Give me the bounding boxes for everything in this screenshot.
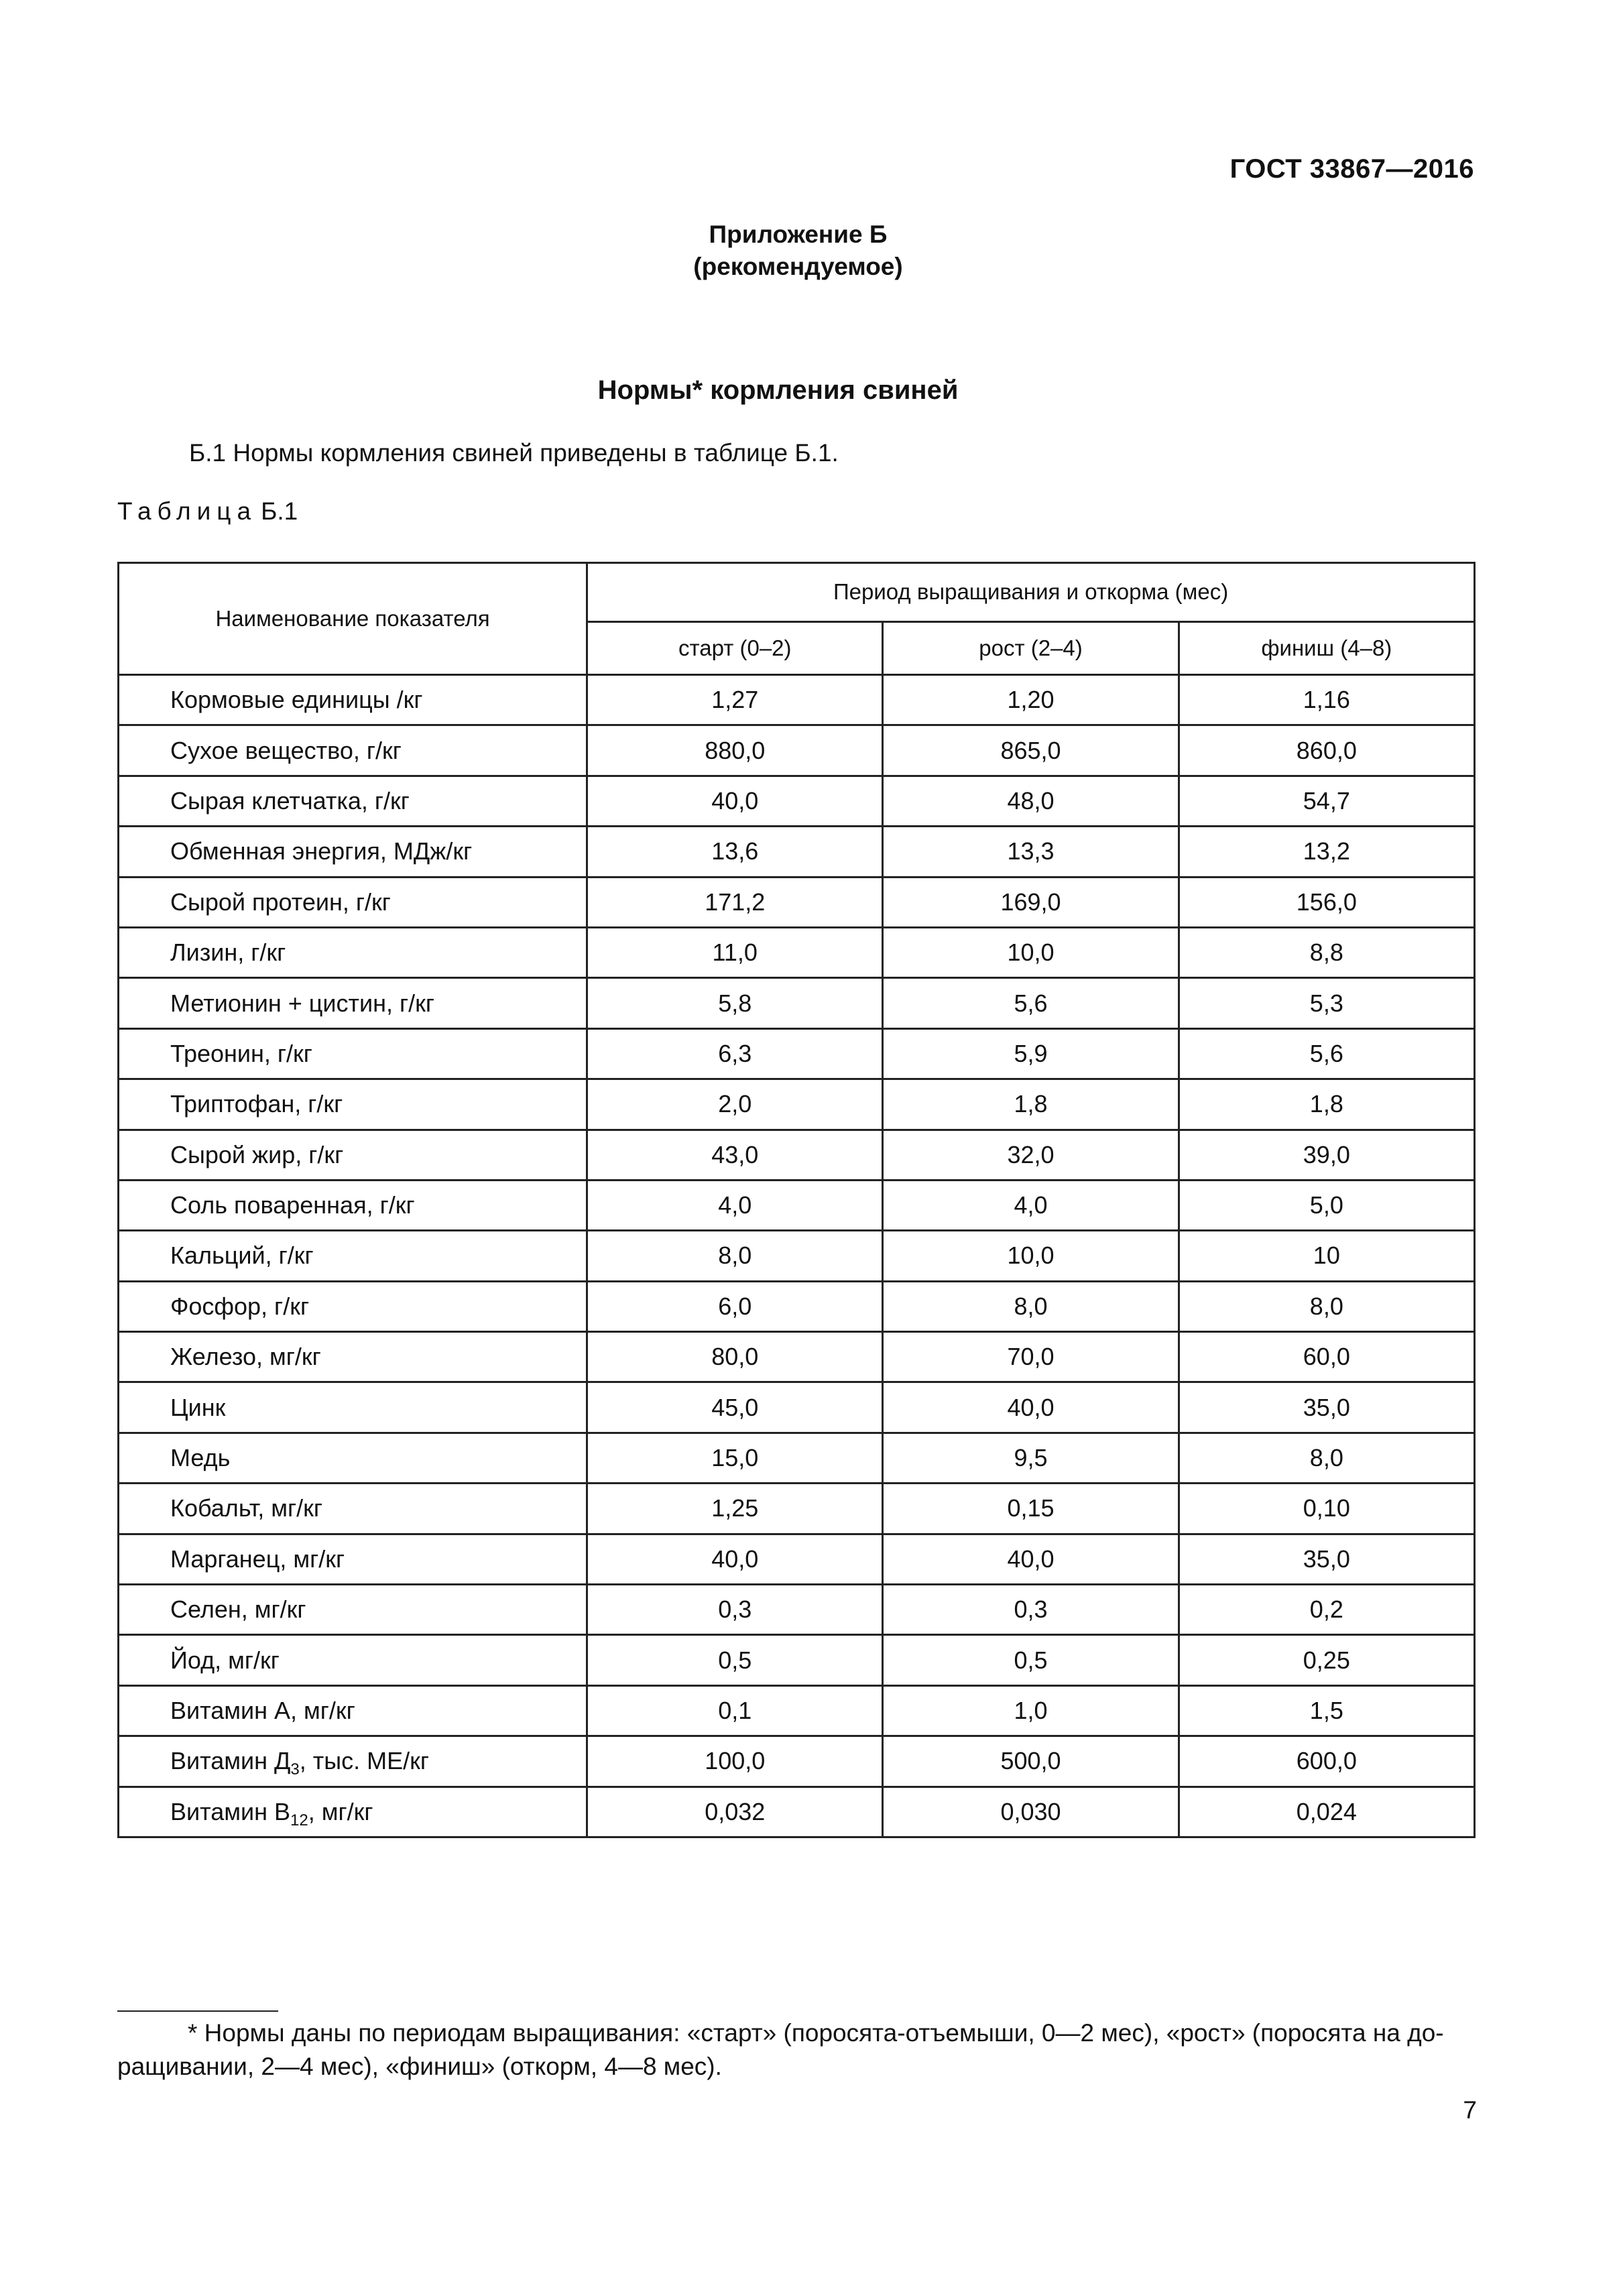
cell-growth: 32,0 (883, 1130, 1179, 1180)
table-row (119, 1787, 1475, 1837)
cell-start: 6,3 (587, 1028, 883, 1079)
row-name: Соль поваренная, г/кг (119, 1180, 587, 1230)
row-name-subscript: 12 (290, 1811, 308, 1829)
table-row (119, 725, 1475, 776)
cell-growth: 1,8 (883, 1079, 1179, 1130)
cell-growth: 4,0 (883, 1180, 1179, 1230)
cell-growth: 0,030 (883, 1787, 1179, 1837)
row-name: Кальций, г/кг (119, 1231, 587, 1281)
row-name-prefix: Витамин Д (170, 1747, 291, 1775)
cell-growth: 40,0 (883, 1534, 1179, 1584)
cell-growth: 9,5 (883, 1433, 1179, 1483)
header-indicator-name: Наименование показателя (119, 563, 587, 675)
table-row (119, 1382, 1475, 1433)
header-col-start: старт (0–2) (587, 621, 883, 674)
table-row (119, 877, 1475, 927)
cell-growth: 10,0 (883, 1231, 1179, 1281)
row-name: Кормовые единицы /кг (119, 675, 587, 725)
cell-finish: 35,0 (1179, 1534, 1474, 1584)
cell-finish: 860,0 (1179, 725, 1474, 776)
row-name: Цинк (119, 1382, 587, 1433)
cell-growth: 5,6 (883, 978, 1179, 1028)
cell-finish: 0,25 (1179, 1635, 1474, 1685)
intro-paragraph: Б.1 Нормы кормления свиней приведены в таблице Б.1. (189, 439, 839, 467)
table-row (119, 1231, 1475, 1281)
table-row (119, 1180, 1475, 1230)
cell-finish: 1,16 (1179, 675, 1474, 725)
cell-finish: 0,024 (1179, 1787, 1474, 1837)
cell-growth: 8,0 (883, 1281, 1179, 1331)
cell-finish: 5,3 (1179, 978, 1474, 1028)
cell-growth: 0,3 (883, 1585, 1179, 1635)
row-name: Железо, мг/кг (119, 1332, 587, 1382)
cell-growth: 70,0 (883, 1332, 1179, 1382)
cell-finish: 1,8 (1179, 1079, 1474, 1130)
cell-growth: 5,9 (883, 1028, 1179, 1079)
cell-start: 100,0 (587, 1736, 883, 1787)
section-title-text: Нормы* кормления свиней (597, 375, 959, 405)
row-name: Фосфор, г/кг (119, 1281, 587, 1331)
appendix-status: (рекомендуемое) (693, 253, 903, 280)
standard-id: ГОСТ 33867—2016 (1229, 154, 1474, 184)
row-name: Метионин + цистин, г/кг (119, 978, 587, 1028)
cell-finish: 8,8 (1179, 927, 1474, 977)
row-name-suffix: , мг/кг (308, 1797, 373, 1825)
footnote-line-1: * Нормы даны по периодам выращивания: «старт» (поросята-отъемыши, 0—2 мес), «рост» (поросята на до- (188, 2019, 1444, 2047)
row-name: Кобальт, мг/кг (119, 1484, 587, 1534)
row-name (119, 1787, 587, 1837)
page-number: 7 (1463, 2096, 1477, 2124)
cell-finish: 1,5 (1179, 1685, 1474, 1736)
row-name: Селен, мг/кг (119, 1585, 587, 1635)
cell-growth: 1,0 (883, 1685, 1179, 1736)
cell-start: 0,1 (587, 1685, 883, 1736)
row-name: Витамин А, мг/кг (119, 1685, 587, 1736)
cell-finish: 13,2 (1179, 827, 1474, 877)
section-title (0, 375, 1623, 406)
cell-start: 8,0 (587, 1231, 883, 1281)
table-row (119, 1281, 1475, 1331)
cell-growth: 500,0 (883, 1736, 1179, 1787)
table-caption (117, 497, 298, 526)
row-name-prefix: Витамин В (170, 1797, 290, 1825)
footnote (117, 2016, 1478, 2083)
cell-start: 11,0 (587, 927, 883, 977)
row-name (119, 1736, 587, 1787)
cell-growth: 13,3 (883, 827, 1179, 877)
cell-growth: 1,20 (883, 675, 1179, 725)
cell-start: 0,032 (587, 1787, 883, 1837)
cell-start: 40,0 (587, 1534, 883, 1584)
table-row (119, 776, 1475, 826)
table-row (119, 1685, 1475, 1736)
cell-start: 880,0 (587, 725, 883, 776)
row-name: Сырой жир, г/кг (119, 1130, 587, 1180)
cell-start: 2,0 (587, 1079, 883, 1130)
cell-start: 80,0 (587, 1332, 883, 1382)
cell-growth: 0,15 (883, 1484, 1179, 1534)
cell-start: 0,3 (587, 1585, 883, 1635)
row-name: Йод, мг/кг (119, 1635, 587, 1685)
cell-finish: 5,0 (1179, 1180, 1474, 1230)
row-name: Сырая клетчатка, г/кг (119, 776, 587, 826)
cell-start: 1,27 (587, 675, 883, 725)
footnote-line-2: ращивании, 2—4 мес), «финиш» (откорм, 4—8 мес). (117, 2053, 722, 2080)
cell-start: 5,8 (587, 978, 883, 1028)
row-name: Лизин, г/кг (119, 927, 587, 977)
table-row (119, 675, 1475, 725)
table-row (119, 1332, 1475, 1382)
cell-finish: 54,7 (1179, 776, 1474, 826)
cell-finish: 8,0 (1179, 1281, 1474, 1331)
cell-finish: 600,0 (1179, 1736, 1474, 1787)
cell-growth: 865,0 (883, 725, 1179, 776)
table-row (119, 978, 1475, 1028)
row-name: Медь (119, 1433, 587, 1483)
cell-finish: 8,0 (1179, 1433, 1474, 1483)
footnote-divider (117, 2010, 278, 2012)
cell-start: 15,0 (587, 1433, 883, 1483)
cell-finish: 10 (1179, 1231, 1474, 1281)
cell-finish: 5,6 (1179, 1028, 1474, 1079)
cell-finish: 0,2 (1179, 1585, 1474, 1635)
cell-growth: 0,5 (883, 1635, 1179, 1685)
row-name-suffix: , тыс. МЕ/кг (299, 1747, 429, 1775)
row-name: Обменная энергия, МДж/кг (119, 827, 587, 877)
row-name-subscript: 3 (290, 1760, 300, 1779)
table-row (119, 827, 1475, 877)
cell-start: 4,0 (587, 1180, 883, 1230)
table-row (119, 1028, 1475, 1079)
feeding-norms-table (117, 562, 1476, 1838)
table-row (119, 1484, 1475, 1534)
table-row (119, 1736, 1475, 1787)
cell-start: 13,6 (587, 827, 883, 877)
table-caption-label: Таблица (117, 497, 257, 525)
cell-start: 40,0 (587, 776, 883, 826)
cell-finish: 35,0 (1179, 1382, 1474, 1433)
row-name: Триптофан, г/кг (119, 1079, 587, 1130)
cell-growth: 169,0 (883, 877, 1179, 927)
table-row (119, 1635, 1475, 1685)
cell-start: 171,2 (587, 877, 883, 927)
table-row (119, 1585, 1475, 1635)
table-row (119, 1433, 1475, 1483)
row-name: Треонин, г/кг (119, 1028, 587, 1079)
table-caption-number: Б.1 (261, 497, 298, 525)
table-row (119, 1130, 1475, 1180)
row-name: Сухое вещество, г/кг (119, 725, 587, 776)
cell-growth: 40,0 (883, 1382, 1179, 1433)
row-name: Марганец, мг/кг (119, 1534, 587, 1584)
cell-finish: 60,0 (1179, 1332, 1474, 1382)
row-name: Сырой протеин, г/кг (119, 877, 587, 927)
table-row (119, 927, 1475, 977)
cell-start: 1,25 (587, 1484, 883, 1534)
cell-finish: 156,0 (1179, 877, 1474, 927)
cell-start: 43,0 (587, 1130, 883, 1180)
header-period: Период выращивания и откорма (мес) (587, 563, 1475, 622)
header-col-finish: финиш (4–8) (1179, 621, 1474, 674)
table-row (119, 1079, 1475, 1130)
appendix-title: Приложение Б (709, 221, 888, 248)
cell-finish: 39,0 (1179, 1130, 1474, 1180)
cell-start: 0,5 (587, 1635, 883, 1685)
cell-finish: 0,10 (1179, 1484, 1474, 1534)
appendix-heading (0, 219, 1623, 283)
table-row (119, 1534, 1475, 1584)
cell-start: 45,0 (587, 1382, 883, 1433)
header-col-growth: рост (2–4) (883, 621, 1179, 674)
cell-growth: 48,0 (883, 776, 1179, 826)
cell-start: 6,0 (587, 1281, 883, 1331)
cell-growth: 10,0 (883, 927, 1179, 977)
